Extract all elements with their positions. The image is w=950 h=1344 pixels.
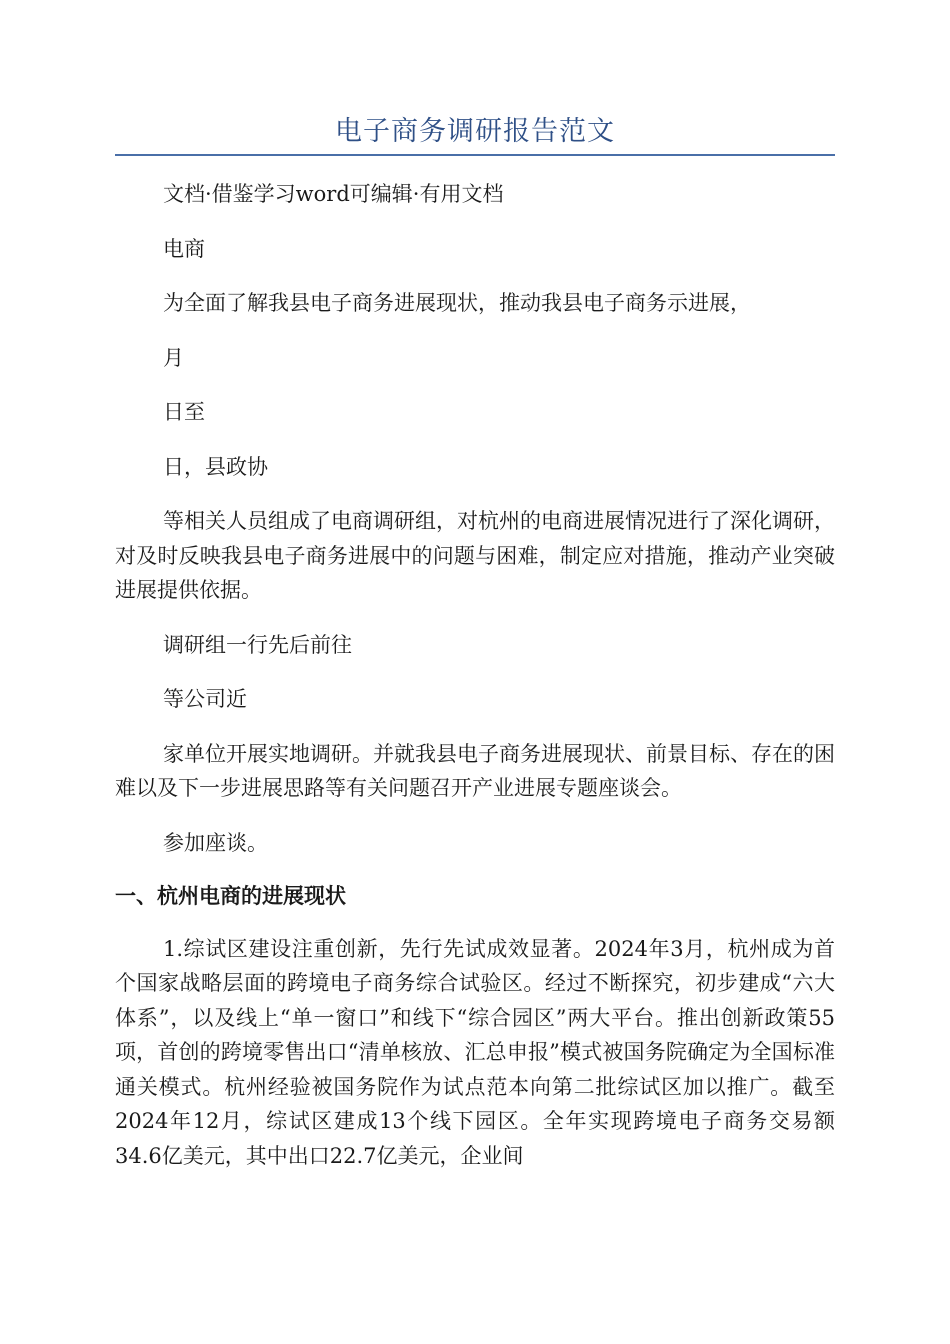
paragraph-8: 调研组一行先后前往 (163, 632, 352, 657)
paragraph-6: 日，县政协 (163, 454, 268, 479)
section-body-paragraph: 1.综试区建设注重创新，先行先试成效显著。2024年3月，杭州成为首个国家战略层面的跨境电子商务综合试验区。经过不断探究，初步建成“六大体系”，以及线上“单一窗口”和线下“综合园区”两大平台。推出创新政策55项，首创的跨境零售出口“清单核放、汇总申报”模式被国务院确定为全国标准通关模式。杭州经验被国务院作为试点范本向第二批综试区加以推广。截至2024年12月，综试区建成13个线下园区。全年实现跨境电子商务交易额34.6亿美元，其中出口22.7亿美元，企业间 (115, 936, 835, 1168)
paragraph-5: 日至 (163, 400, 205, 424)
paragraph-2: 电商 (163, 236, 205, 261)
paragraph-10: 家单位开展实地调研。并就我县电子商务进展现状、前景目标、存在的困难以及下一步进展思路等有关问题召开产业进展专题座谈会。 (115, 741, 835, 800)
document-page (115, 0, 835, 1173)
document-title: 电子商务调研报告范文 (115, 112, 835, 156)
paragraph-9: 等公司近 (163, 687, 247, 711)
paragraph-1: 文档·借鉴学习word可编辑·有用文档 (163, 182, 504, 206)
paragraph-4: 月 (163, 345, 184, 370)
paragraph-7: 等相关人员组成了电商调研组，对杭州的电商进展情况进行了深化调研，对及时反映我县电子商务进展中的问题与困难，制定应对措施，推动产业突破进展提供依据。 (115, 509, 835, 602)
paragraph-3: 为全面了解我县电子商务进展现状，推动我县电子商务示进展， (163, 291, 751, 315)
section-heading: 一、杭州电商的进展现状 (115, 884, 346, 908)
paragraph-11: 参加座谈。 (163, 830, 268, 855)
